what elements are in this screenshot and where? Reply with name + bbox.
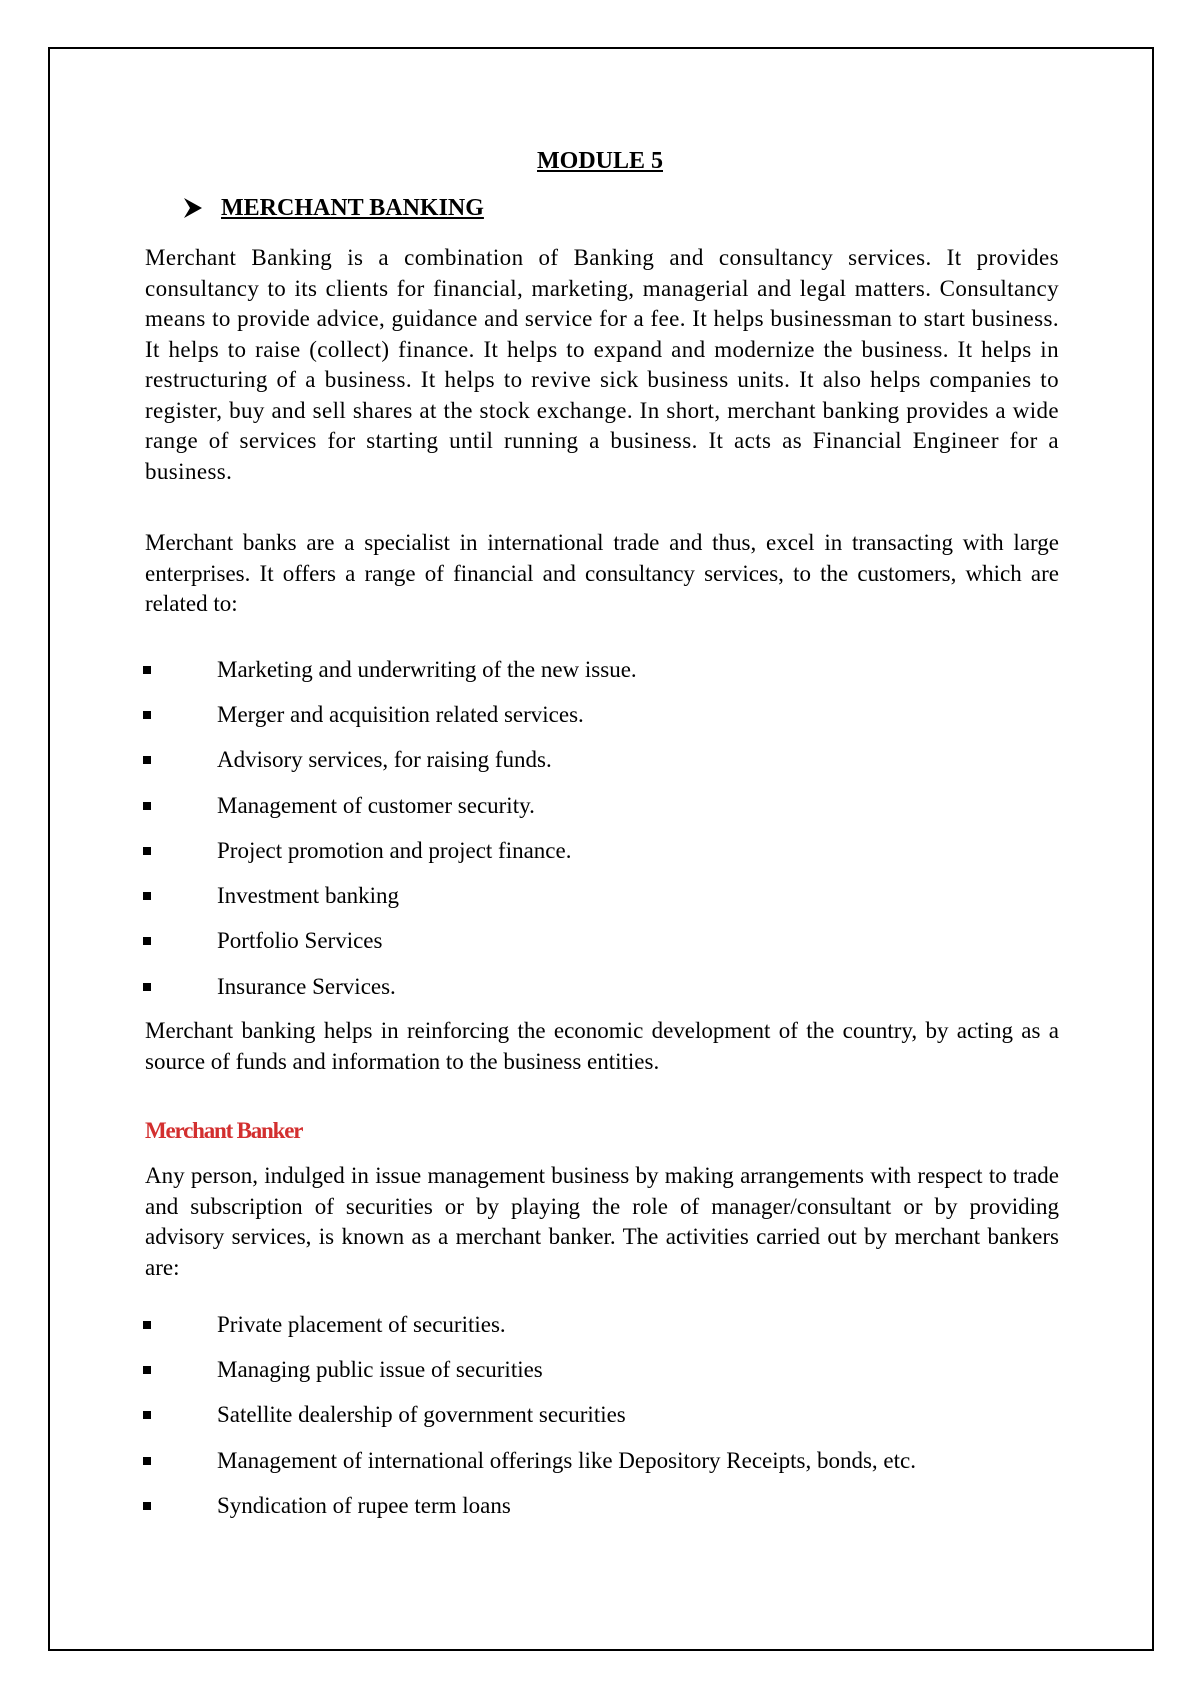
merchant-banker-paragraph: Any person, indulged in issue management business by making arrangements with respect to trade and subscription of securities or by playing the role of manager/consultant or by providing advisory services, is known as a merchant banker. The activities carried out by merchant bankers are: <box>145 1163 1059 1280</box>
list-item-text: Syndication of rupee term loans <box>217 1492 511 1518</box>
square-bullet-icon <box>143 847 151 855</box>
list-item-text: Project promotion and project finance. <box>217 837 572 863</box>
list-item-text: Investment banking <box>217 883 400 909</box>
square-bullet-icon <box>143 1321 151 1329</box>
list-item <box>140 647 637 692</box>
square-bullet-icon <box>143 937 151 945</box>
list-item-text: Merger and acquisition related services. <box>217 701 584 727</box>
list-item <box>140 1302 916 1347</box>
list-item <box>140 1438 916 1483</box>
list-item <box>140 783 637 828</box>
list-item-text: Satellite dealership of government securities <box>217 1402 626 1428</box>
section-heading <box>183 193 484 223</box>
list-item-text: Insurance Services. <box>217 973 396 999</box>
intro-paragraph: Merchant Banking is a combination of Banking and consultancy services. It provides consultancy to its clients for financial, marketing, managerial and legal matters. Consultancy means to provide advice, guidance and service for a fee. It helps businessman to start business. It helps to raise (collect) finance. It helps to expand and modernize the business. It helps in restructuring of a business. It helps to revive sick business units. It also helps companies to register, buy and sell shares at the stock exchange. In short, merchant banking provides a wide range of services for starting until running a business. It acts as Financial Engineer for a business. <box>145 245 1059 484</box>
list-item-text: Advisory services, for raising funds. <box>217 747 552 773</box>
square-bullet-icon <box>143 711 151 719</box>
list-item <box>140 919 637 964</box>
list-item-text: Management of international offerings like Depository Receipts, bonds, etc. <box>217 1447 916 1473</box>
square-bullet-icon <box>143 1411 151 1419</box>
square-bullet-icon <box>143 1502 151 1510</box>
section-heading-text: MERCHANT BANKING <box>221 195 484 221</box>
square-bullet-icon <box>143 892 151 900</box>
list-item <box>140 738 637 783</box>
activities-list <box>140 1302 916 1528</box>
list-item-text: Portfolio Services <box>217 928 383 954</box>
list-item-text: Managing public issue of securities <box>217 1356 543 1382</box>
merchant-banker-heading: Merchant Banker <box>145 1118 303 1143</box>
square-bullet-icon <box>143 802 151 810</box>
list-item <box>140 828 637 873</box>
square-bullet-icon <box>143 983 151 991</box>
list-item <box>140 692 637 737</box>
square-bullet-icon <box>143 756 151 764</box>
list-item <box>140 1483 916 1528</box>
module-title: MODULE 5 <box>537 148 663 174</box>
list-item <box>140 964 637 1009</box>
list-item <box>140 873 637 918</box>
services-list <box>140 647 637 1009</box>
list-item-text: Management of customer security. <box>217 792 535 818</box>
square-bullet-icon <box>143 1457 151 1465</box>
list-item <box>140 1347 916 1392</box>
list-item-text: Private placement of securities. <box>217 1311 506 1337</box>
list-item <box>140 1393 916 1438</box>
square-bullet-icon <box>143 666 151 674</box>
development-paragraph: Merchant banking helps in reinforcing the economic development of the country, by acting as a source of funds and information to the business entities. <box>145 1018 1059 1074</box>
specialist-paragraph: Merchant banks are a specialist in international trade and thus, excel in transacting with large enterprises. It offers a range of financial and consultancy services, to the customers, which are related to: <box>145 530 1059 616</box>
square-bullet-icon <box>143 1366 151 1374</box>
arrow-bullet-icon <box>183 197 203 219</box>
list-item-text: Marketing and underwriting of the new issue. <box>217 656 637 682</box>
